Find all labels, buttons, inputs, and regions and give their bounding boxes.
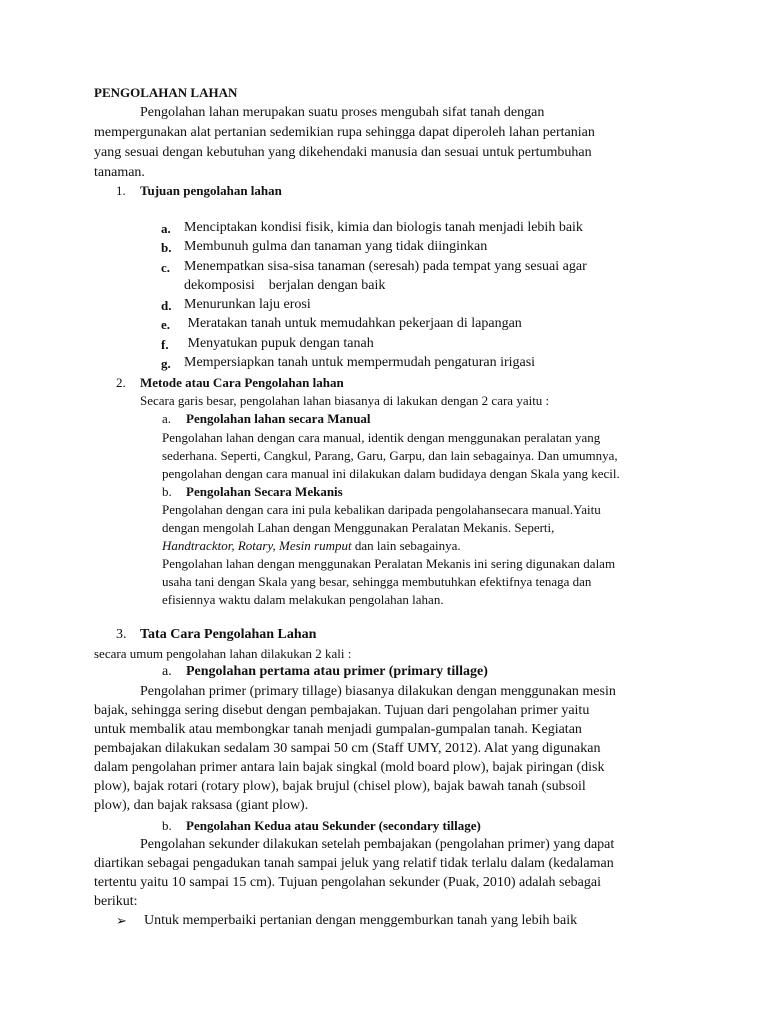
subsection-title: Pengolahan pertama atau primer (primary tillage) (186, 664, 488, 679)
doc-title: PENGOLAHAN LAHAN (94, 85, 238, 100)
list-item: Menciptakan kondisi fisik, kimia dan biologis tanah menjadi lebih baik (184, 220, 583, 235)
section-heading: Tata Cara Pengolahan Lahan (140, 627, 317, 642)
paragraph-line: Pengolahan primer (primary tillage) biasanya dilakukan dengan menggunakan mesin (140, 684, 616, 699)
sub-marker: b. (162, 818, 172, 833)
sub-marker: a. (162, 664, 172, 679)
line-rest: dan lain sebagainya. (351, 538, 461, 553)
list-item: Menurunkan laju erosi (184, 297, 311, 312)
subsection-title: Pengolahan Kedua atau Sekunder (secondary tillage) (186, 818, 481, 833)
section-intro: secara umum pengolahan lahan dilakukan 2 kali : (94, 646, 352, 661)
list-item: Menempatkan sisa-sisa tanaman (seresah) pada tempat yang sesuai agar (184, 259, 587, 274)
intro-line: yang sesuai dengan kebutuhan yang dikehendaki manusia dan sesuai untuk pertumbuhan (94, 145, 592, 160)
paragraph-line: Pengolahan dengan cara ini pula kebalikan daripada pengolahansecara manual.Yaitu (162, 502, 601, 517)
list-item: Menyatukan pupuk dengan tanah (184, 336, 374, 351)
list-item-continuation: dekomposisi berjalan dengan baik (184, 278, 386, 293)
sub-marker: a. (162, 411, 172, 426)
paragraph-line: plow), dan bajak raksasa (giant plow). (94, 798, 309, 813)
section-heading: Tujuan pengolahan lahan (140, 183, 282, 198)
list-marker: f. (161, 337, 169, 352)
bullet-item: Untuk memperbaiki pertanian dengan menggemburkan tanah yang lebih baik (144, 913, 578, 928)
list-marker: d. (161, 298, 172, 313)
paragraph-line: diartikan sebagai pengadukan tanah sampai jeluk yang relatif tidak terlalu dalam (kedalaman (94, 856, 614, 871)
intro-line: mempergunakan alat pertanian sedemikian rupa sehingga dapat diperoleh lahan pertanian (94, 125, 595, 140)
section-intro: Secara garis besar, pengolahan lahan biasanya di lakukan dengan 2 cara yaitu : (140, 393, 550, 408)
list-marker: b. (161, 240, 172, 255)
paragraph-line: berikut: (94, 894, 138, 909)
paragraph-line: sederhana. Seperti, Cangkul, Parang, Garu, Garpu, dan lain sebagainya. Dan umumnya, (162, 448, 618, 463)
subsection-title: Pengolahan lahan secara Manual (186, 411, 371, 426)
list-item: Meratakan tanah untuk memudahkan pekerjaan di lapangan (184, 316, 522, 331)
paragraph-line: dengan mengolah Lahan dengan Menggunakan Peralatan Mekanis. Seperti, (162, 520, 555, 535)
intro-line: Pengolahan lahan merupakan suatu proses mengubah sifat tanah dengan (140, 105, 545, 120)
arrowhead-bullet-icon: ➢ (116, 913, 127, 928)
sub-marker: b. (162, 484, 172, 499)
paragraph-line: Pengolahan sekunder dilakukan setelah pembajakan (pengolahan primer) yang dapat (140, 837, 615, 852)
subsection-title: Pengolahan Secara Mekanis (186, 484, 343, 499)
paragraph-line: tertentu yaitu 10 sampai 15 cm). Tujuan pengolahan sekunder (Puak, 2010) adalah sebagai (94, 875, 601, 890)
list-marker: c. (161, 260, 171, 275)
paragraph-line: Pengolahan lahan dengan cara manual, identik dengan menggunakan peralatan yang (162, 430, 601, 445)
section-number: 1. (116, 183, 126, 198)
paragraph-line: Pengolahan lahan dengan menggunakan Peralatan Mekanis ini sering digunakan dalam (162, 556, 616, 571)
section-heading: Metode atau Cara Pengolahan lahan (140, 375, 344, 390)
list-item: Membunuh gulma dan tanaman yang tidak diinginkan (184, 239, 488, 254)
section-number: 3. (116, 627, 127, 642)
list-item: Mempersiapkan tanah untuk mempermudah pengaturan irigasi (184, 355, 536, 370)
list-marker: e. (161, 317, 171, 332)
paragraph-line: bajak, sehingga sering disebut dengan pembajakan. Tujuan dari pengolahan primer yaitu (94, 703, 590, 718)
paragraph-line: usaha tani dengan Skala yang besar, sehingga membutuhkan efektifnya tenaga dan (162, 574, 592, 589)
paragraph-line (162, 539, 461, 552)
paragraph-line: efisiennya waktu dalam melakukan pengolahan lahan. (162, 592, 444, 607)
list-marker: g. (161, 356, 171, 371)
italic-equipment-names: Handtracktor, Rotary, Mesin rumput (162, 538, 352, 553)
paragraph-line: plow), bajak rotari (rotary plow), bajak brujul (chisel plow), bajak bawah tanah (subsoil (94, 779, 586, 794)
paragraph-line: pembajakan dilakukan sedalam 30 sampai 50 cm (Staff UMY, 2012). Alat yang digunakan (94, 741, 601, 756)
paragraph-line: untuk membalik atau membongkar tanah menjadi gumpalan-gumpalan tanah. Kegiatan (94, 722, 582, 737)
paragraph-line: pengolahan dengan cara manual ini dilakukan dalam budidaya dengan Skala yang kecil. (162, 466, 620, 481)
section-number: 2. (116, 375, 126, 390)
paragraph-line: dalam pengolahan primer antara lain bajak singkal (mold board plow), bajak piringan (disk (94, 760, 605, 775)
list-marker: a. (161, 221, 171, 236)
intro-line: tanaman. (94, 165, 145, 180)
